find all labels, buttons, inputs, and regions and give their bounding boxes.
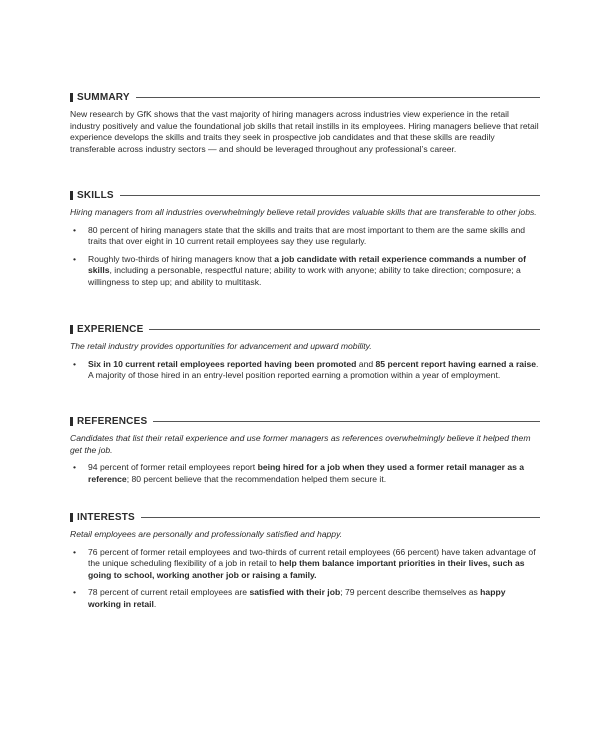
experience-rest: . A majority of those hired in an entry-level position reported earning a promotion within a year of employment. — [88, 358, 539, 380]
references-bold: being hired for a job when they used a former retail manager as a reference — [88, 462, 525, 484]
interests-title: INTERESTS — [77, 511, 135, 523]
experience-bold-2: 85 percent report having earned a raise — [375, 358, 537, 369]
interests-bullet-2-text-b: ; 79 percent describe themselves as — [340, 587, 481, 597]
bullet: • — [73, 546, 77, 557]
interests-bullet-1-bold: help them balance important priorities in their lives, such as going to school, working another job or raising a family. — [88, 558, 525, 580]
skills-title: SKILLS — [77, 189, 114, 201]
interests-bullet-2-text-c: . — [153, 598, 157, 609]
references-section — [70, 414, 540, 491]
bullet: • — [73, 462, 77, 472]
skills-list — [70, 225, 540, 289]
section-rule — [120, 195, 540, 196]
references-text-a: 94 percent of former retail employees report — [88, 462, 258, 472]
references-header — [70, 414, 540, 428]
section-rule — [149, 329, 540, 330]
references-text-b: ; 80 percent believe that the recommendation helped them secure it. — [126, 473, 387, 484]
interests-intro: Retail employees are personally and professionally satisfied and happy. — [70, 529, 343, 539]
section-rule — [153, 421, 540, 422]
references-title: REFERENCES — [77, 415, 148, 427]
interests-section — [70, 510, 540, 616]
experience-list — [70, 359, 540, 382]
summary-header — [70, 90, 540, 104]
section-rule — [136, 97, 540, 98]
summary-section — [70, 90, 540, 155]
experience-bold-1: Six in 10 current retail employees reported having been promoted — [88, 358, 357, 369]
bullet: • — [73, 587, 77, 597]
section-marker — [70, 325, 73, 334]
list-item — [70, 359, 540, 382]
references-intro: Candidates that list their retail experience and use former managers as references overwhelmingly believe it helped them get the job. — [70, 433, 531, 455]
list-item — [70, 462, 540, 485]
interests-header — [70, 510, 540, 524]
interests-bullet-2-bold-2: happy working in retail — [88, 587, 506, 609]
bullet: • — [73, 224, 77, 235]
list-item — [70, 225, 540, 248]
section-marker — [70, 513, 73, 522]
skills-bullet-2-text-b: , including a personable, respectful nature; ability to work with anyone; ability to take direction; composure; a willingness to step up; and ability to multitask. — [88, 265, 521, 287]
experience-and: and — [356, 358, 376, 369]
summary-title: SUMMARY — [77, 91, 130, 103]
list-item — [70, 254, 540, 289]
skills-bullet-2-bold: a job candidate with retail experience commands a number of skills — [88, 253, 526, 275]
section-marker — [70, 417, 73, 426]
section-marker — [70, 191, 73, 200]
skills-bullet-1-text: 80 percent of hiring managers state that the skills and traits that are most important to them are the same skills and traits that over eight in 10 current retail employees say they use regularly. — [88, 224, 526, 246]
references-list — [70, 462, 540, 485]
skills-bullet-2-text-a: Roughly two-thirds of hiring managers know that — [88, 253, 275, 264]
list-item — [70, 587, 540, 610]
skills-header — [70, 188, 540, 202]
experience-section — [70, 322, 540, 388]
section-rule — [141, 517, 540, 518]
experience-intro: The retail industry provides opportunities for advancement and upward mobility. — [70, 341, 372, 351]
interests-bullet-2-text-a: 78 percent of current retail employees are — [88, 587, 250, 597]
interests-list — [70, 547, 540, 611]
interests-bullet-1-text: 76 percent of former retail employees and two-thirds of current retail employees (66 percent) have taken advantage of the unique scheduling flexibility of a job in retail to — [88, 546, 536, 568]
experience-title: EXPERIENCE — [77, 323, 144, 335]
skills-section — [70, 188, 540, 294]
interests-bullet-2-bold-1: satisfied with their job — [249, 587, 341, 597]
skills-intro: Hiring managers from all industries overwhelmingly believe retail provides valuable skills that are transferable to other jobs. — [70, 207, 537, 217]
bullet: • — [73, 253, 77, 264]
list-item — [70, 547, 540, 582]
bullet: • — [73, 358, 77, 369]
experience-header — [70, 322, 540, 336]
summary-text: New research by GfK shows that the vast majority of hiring managers across industries view experience in the retail industry positively and value the foundational job skills that retail instills in its employees. Hiring managers believe that retail experience develops the skills and traits they seek in prospective job candidates and that these skills are readily transferable across industry sectors — and should be leveraged throughout any professional’s career. — [70, 109, 539, 154]
section-marker — [70, 93, 73, 102]
